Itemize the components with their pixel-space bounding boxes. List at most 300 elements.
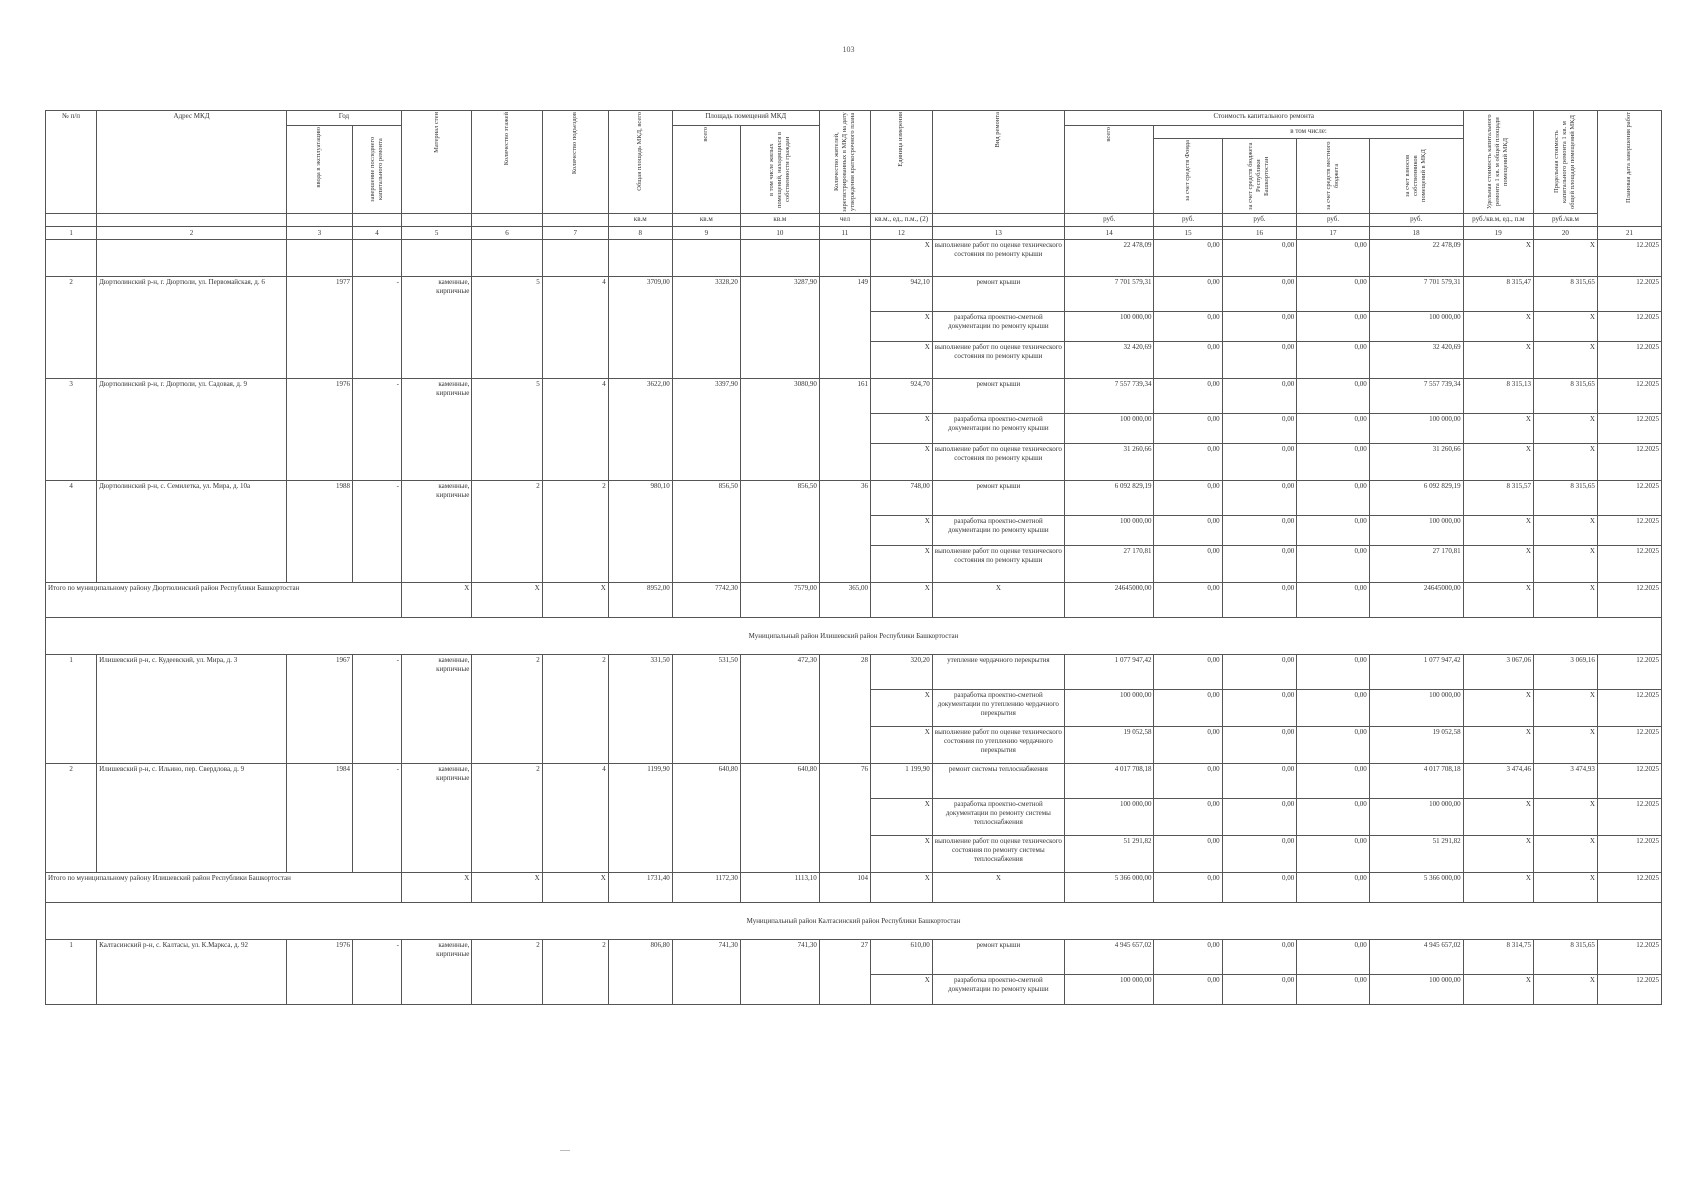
cell-max-cost: 8 315,65 — [1533, 277, 1597, 312]
col-num: 15 — [1154, 227, 1222, 240]
total-row — [46, 873, 1662, 903]
cell-budget: 0,00 — [1222, 277, 1297, 312]
hdr-fund: за счет средств Фонда — [1184, 140, 1192, 202]
hdr-floors: Количество этажей — [503, 112, 511, 166]
cell-fund: 0,00 — [1154, 342, 1222, 379]
cell-max-cost: X — [1533, 516, 1597, 546]
cell-date: 12.2025 — [1597, 312, 1661, 342]
cell-wall: каменные, кирпичные — [402, 481, 472, 583]
total-label: Итого по муниципальному району Илишевский район Республики Башкортостан — [46, 873, 402, 903]
cell-budget: 0,00 — [1222, 799, 1297, 836]
cell-owners: 19 052,58 — [1369, 727, 1463, 764]
cell-fund: 0,00 — [1154, 975, 1222, 1005]
cell-x: X — [870, 873, 932, 903]
col-num: 20 — [1533, 227, 1597, 240]
col-num: 1 — [46, 227, 97, 240]
col-num: 9 — [672, 227, 740, 240]
cell-entrances: 4 — [542, 764, 608, 873]
cell-address: Дюртюлинский р-н, г. Дюртюли, ул. Садовая, д. 9 — [97, 379, 287, 481]
cell-work: разработка проектно-сметной документации по ремонту крыши — [932, 312, 1064, 342]
cell-total: 100 000,00 — [1064, 414, 1154, 444]
cell-unit: 610,00 — [870, 940, 932, 975]
cell-local: 0,00 — [1297, 727, 1369, 764]
cell-owners: 1 077 947,42 — [1369, 655, 1463, 690]
cell-unit: 924,70 — [870, 379, 932, 414]
cell-budget: 0,00 — [1222, 655, 1297, 690]
cell-budget: 0,00 — [1222, 940, 1297, 975]
cell-total: 7 701 579,31 — [1064, 277, 1154, 312]
cell-total: 6 092 829,19 — [1064, 481, 1154, 516]
col-num: 2 — [97, 227, 287, 240]
hdr-entrances: Количество подъездов — [571, 112, 579, 175]
cell-owners: 100 000,00 — [1369, 690, 1463, 727]
cell-date: 12.2025 — [1597, 836, 1661, 873]
unit-19: руб./кв.м, ед., п.м — [1463, 214, 1533, 227]
cell-total: 100 000,00 — [1064, 799, 1154, 836]
hdr-num: № п/п — [46, 111, 97, 214]
cell-area-all: 531,50 — [672, 655, 740, 764]
cell-fund: 0,00 — [1154, 240, 1222, 277]
cell-residents: 28 — [819, 655, 870, 764]
hdr-owners: за счет взносов собственников помещений в МКД — [1404, 149, 1428, 203]
cell-work: разработка проектно-сметной документации по ремонту крыши — [932, 516, 1064, 546]
hdr-unit-cost: Удельная стоимость капитального ремонта 1 кв. м общей площади помещений МКД — [1486, 114, 1510, 210]
cell-date: 12.2025 — [1597, 342, 1661, 379]
cell-wall: каменные, кирпичные — [402, 277, 472, 379]
table-row — [46, 764, 1662, 799]
cell-x: X — [870, 444, 932, 481]
cell-address: Илишевский р-н, с. Кудеевский, ул. Мира, д. 3 — [97, 655, 287, 764]
cell-wall: каменные, кирпичные — [402, 764, 472, 873]
cell-work: выполнение работ по оценке технического состояния по ремонту крыши — [932, 240, 1064, 277]
cell-budget: 0,00 — [1222, 481, 1297, 516]
cell-unit-cost: 8 314,75 — [1463, 940, 1533, 975]
cell-year: 1984 — [286, 764, 352, 873]
cell-fund: 0,00 — [1154, 546, 1222, 583]
cell-work: разработка проектно-сметной документации по ремонту крыши — [932, 414, 1064, 444]
cell-residents: 149 — [819, 277, 870, 379]
cell-area: 980,10 — [608, 481, 672, 583]
cell-date: 12.2025 — [1597, 940, 1661, 975]
cell-num: 1 — [46, 940, 97, 1005]
cell-last-repair: - — [352, 655, 401, 764]
cell-unit-cost: X — [1463, 836, 1533, 873]
cell-x: X — [472, 583, 542, 618]
cell-unit: 942,10 — [870, 277, 932, 312]
cell-budget: 0,00 — [1222, 342, 1297, 379]
section-row — [46, 618, 1662, 655]
cell-area-private: 1113,10 — [740, 873, 819, 903]
cell-work: выполнение работ по оценке технического состояния по ремонту крыши — [932, 444, 1064, 481]
cell-address: Калтасинский р-н, с. Калтасы, ул. К.Маркса, д. 92 — [97, 940, 287, 1005]
cell-local: 0,00 — [1297, 799, 1369, 836]
cell-area-private: 741,30 — [740, 940, 819, 1005]
cell-unit-cost: X — [1463, 516, 1533, 546]
cell-area: 3709,00 — [608, 277, 672, 379]
cell-total: 5 366 000,00 — [1064, 873, 1154, 903]
cell-x: X — [870, 414, 932, 444]
cell-fund: 0,00 — [1154, 481, 1222, 516]
cell-date: 12.2025 — [1597, 975, 1661, 1005]
cell-max-cost: X — [1533, 312, 1597, 342]
unit-18: руб. — [1369, 214, 1463, 227]
cell-num: 2 — [46, 764, 97, 873]
cell-work: ремонт крыши — [932, 277, 1064, 312]
cell-local: 0,00 — [1297, 873, 1369, 903]
hdr-cost-total: всего — [1105, 127, 1113, 142]
hdr-year-group: Год — [286, 111, 401, 126]
cell-budget: 0,00 — [1222, 414, 1297, 444]
cell-unit-cost: X — [1463, 799, 1533, 836]
cell-area: 1731,40 — [608, 873, 672, 903]
hdr-area-private: в том числе жилых помещений, находящихся в собственности граждан — [767, 131, 791, 208]
cell-work: выполнение работ по оценке технического состояния по утеплению чердачного перекрытия — [932, 727, 1064, 764]
cell-area: 3622,00 — [608, 379, 672, 481]
hdr-year-built: ввода в эксплуатацию — [315, 127, 323, 188]
cell-local: 0,00 — [1297, 690, 1369, 727]
cell-local: 0,00 — [1297, 414, 1369, 444]
cell-owners: 7 701 579,31 — [1369, 277, 1463, 312]
cell-budget: 0,00 — [1222, 727, 1297, 764]
hdr-work-type: Вид ремонта — [994, 112, 1002, 148]
section-row — [46, 903, 1662, 940]
cell-owners: 27 170,81 — [1369, 546, 1463, 583]
cell-total: 4 945 657,02 — [1064, 940, 1154, 975]
cell-x: X — [870, 546, 932, 583]
cell-x: X — [870, 240, 932, 277]
cell-max-cost: X — [1533, 583, 1597, 618]
cell-max-cost: X — [1533, 873, 1597, 903]
cell-owners: 100 000,00 — [1369, 516, 1463, 546]
unit-16: руб. — [1222, 214, 1297, 227]
cell-budget: 0,00 — [1222, 873, 1297, 903]
cell-residents: 27 — [819, 940, 870, 1005]
cell-unit: 320,20 — [870, 655, 932, 690]
cell-max-cost: 3 069,16 — [1533, 655, 1597, 690]
cell-floors: 2 — [472, 764, 542, 873]
cell-work: утепление чердачного перекрытия — [932, 655, 1064, 690]
cell-unit-cost: 8 315,57 — [1463, 481, 1533, 516]
table-row — [46, 481, 1662, 516]
cell-owners: 51 291,82 — [1369, 836, 1463, 873]
col-num: 4 — [352, 227, 401, 240]
cell-date: 12.2025 — [1597, 379, 1661, 414]
cell-total: 100 000,00 — [1064, 975, 1154, 1005]
cell-local: 0,00 — [1297, 444, 1369, 481]
col-num: 13 — [932, 227, 1064, 240]
cell-area-all: 640,80 — [672, 764, 740, 873]
cell-fund: 0,00 — [1154, 836, 1222, 873]
cell-floors: 2 — [472, 481, 542, 583]
col-num: 14 — [1064, 227, 1154, 240]
unit-9: кв.м — [672, 214, 740, 227]
cell-date: 12.2025 — [1597, 481, 1661, 516]
cell-unit: 748,00 — [870, 481, 932, 516]
hdr-total-area: Общая площадь МКД, всего — [636, 112, 644, 191]
cell-fund: 0,00 — [1154, 727, 1222, 764]
cell-unit-cost: X — [1463, 690, 1533, 727]
hdr-unit: Единица измерения — [897, 112, 905, 167]
col-num: 16 — [1222, 227, 1297, 240]
cell-total: 51 291,82 — [1064, 836, 1154, 873]
cell-fund: 0,00 — [1154, 312, 1222, 342]
cell-unit-cost: X — [1463, 444, 1533, 481]
cell-local: 0,00 — [1297, 975, 1369, 1005]
unit-15: руб. — [1154, 214, 1222, 227]
cell-area: 1199,90 — [608, 764, 672, 873]
cell-year: 1977 — [286, 277, 352, 379]
cell-total: 32 420,69 — [1064, 342, 1154, 379]
cell-local: 0,00 — [1297, 342, 1369, 379]
cell-max-cost: X — [1533, 975, 1597, 1005]
cell-wall: каменные, кирпичные — [402, 940, 472, 1005]
cell-wall: каменные, кирпичные — [402, 655, 472, 764]
cell-address: Дюртюлинский р-н, г. Дюртюли, ул. Первомайская, д. 6 — [97, 277, 287, 379]
cell-date: 12.2025 — [1597, 444, 1661, 481]
cell-budget: 0,00 — [1222, 312, 1297, 342]
cell-x: X — [870, 516, 932, 546]
cell-owners: 100 000,00 — [1369, 312, 1463, 342]
cell-entrances: 2 — [542, 481, 608, 583]
unit-14: руб. — [1064, 214, 1154, 227]
cell-max-cost: X — [1533, 414, 1597, 444]
cell-last-repair: - — [352, 277, 401, 379]
cell-max-cost: X — [1533, 240, 1597, 277]
hdr-date: Плановая дата завершения работ — [1625, 112, 1633, 204]
cell-max-cost: X — [1533, 690, 1597, 727]
cell-owners: 5 366 000,00 — [1369, 873, 1463, 903]
cell-area-all: 856,50 — [672, 481, 740, 583]
cell-num: 4 — [46, 481, 97, 583]
col-num: 6 — [472, 227, 542, 240]
col-num: 3 — [286, 227, 352, 240]
cell-max-cost: 8 315,65 — [1533, 481, 1597, 516]
cell-unit-cost: X — [1463, 873, 1533, 903]
cell-unit-cost: X — [1463, 240, 1533, 277]
cell-date: 12.2025 — [1597, 240, 1661, 277]
cell-area-private: 640,80 — [740, 764, 819, 873]
col-num: 21 — [1597, 227, 1661, 240]
cell-total: 19 052,58 — [1064, 727, 1154, 764]
cell-fund: 0,00 — [1154, 940, 1222, 975]
cell-floors: 2 — [472, 655, 542, 764]
hdr-area-group: Площадь помещений МКД — [672, 111, 819, 126]
cell-x: X — [870, 799, 932, 836]
cell-max-cost: X — [1533, 727, 1597, 764]
cell-unit-cost: X — [1463, 414, 1533, 444]
cell-max-cost: X — [1533, 444, 1597, 481]
cell-work: разработка проектно-сметной документации по утеплению чердачного перекрытия — [932, 690, 1064, 727]
cell-residents: 36 — [819, 481, 870, 583]
col-num: 11 — [819, 227, 870, 240]
cell-fund: 0,00 — [1154, 873, 1222, 903]
cell-unit-cost: X — [1463, 975, 1533, 1005]
cell-work: ремонт крыши — [932, 940, 1064, 975]
cell-date: 12.2025 — [1597, 799, 1661, 836]
cell-area-private: 3080,90 — [740, 379, 819, 481]
cell-floors: 5 — [472, 277, 542, 379]
scan-mark — [560, 1150, 570, 1151]
cell-date: 12.2025 — [1597, 655, 1661, 690]
cell-unit-cost: 3 067,06 — [1463, 655, 1533, 690]
col-num: 18 — [1369, 227, 1463, 240]
capital-repair-table — [45, 110, 1662, 1005]
cell-date: 12.2025 — [1597, 690, 1661, 727]
cell-date: 12.2025 — [1597, 583, 1661, 618]
unit-11: чел — [819, 214, 870, 227]
cell-work: ремонт крыши — [932, 481, 1064, 516]
cell-residents: 104 — [819, 873, 870, 903]
cell-local: 0,00 — [1297, 836, 1369, 873]
cell-owners: 22 478,09 — [1369, 240, 1463, 277]
cell-year: 1967 — [286, 655, 352, 764]
cell-area-all: 7742,30 — [672, 583, 740, 618]
cell-area-all: 1172,30 — [672, 873, 740, 903]
cell-unit-cost: 8 315,47 — [1463, 277, 1533, 312]
cell-area: 8952,00 — [608, 583, 672, 618]
cell-total: 31 260,66 — [1064, 444, 1154, 481]
cell-x: X — [402, 873, 472, 903]
cell-entrances: 4 — [542, 277, 608, 379]
cell-date: 12.2025 — [1597, 414, 1661, 444]
cell-x: X — [932, 873, 1064, 903]
cell-local: 0,00 — [1297, 481, 1369, 516]
cell-unit-cost: 8 315,13 — [1463, 379, 1533, 414]
unit-10: кв.м — [740, 214, 819, 227]
col-num: 5 — [402, 227, 472, 240]
section-title: Муниципальный район Калтасинский район Республики Башкортостан — [46, 903, 1662, 940]
cell-num: 3 — [46, 379, 97, 481]
cell-last-repair: - — [352, 940, 401, 1005]
unit-12: кв.м., ед., п.м., (2) — [870, 214, 932, 227]
cell-fund: 0,00 — [1154, 799, 1222, 836]
cell-date: 12.2025 — [1597, 727, 1661, 764]
table-row — [46, 277, 1662, 312]
cell-budget: 0,00 — [1222, 690, 1297, 727]
cell-date: 12.2025 — [1597, 764, 1661, 799]
cell-area-private: 856,50 — [740, 481, 819, 583]
cell-date: 12.2025 — [1597, 277, 1661, 312]
cell-x: X — [870, 727, 932, 764]
cell-year: 1976 — [286, 379, 352, 481]
cell-area-private: 3287,90 — [740, 277, 819, 379]
cell-budget: 0,00 — [1222, 836, 1297, 873]
unit-8: кв.м — [608, 214, 672, 227]
cell-area-all: 3328,20 — [672, 277, 740, 379]
cell-num: 2 — [46, 277, 97, 379]
cell-last-repair: - — [352, 379, 401, 481]
cell-budget: 0,00 — [1222, 583, 1297, 618]
cell-work: разработка проектно-сметной документации по ремонту системы теплоснабжения — [932, 799, 1064, 836]
cell-fund: 0,00 — [1154, 583, 1222, 618]
cell-last-repair: - — [352, 764, 401, 873]
cell-residents: 365,00 — [819, 583, 870, 618]
cell-date: 12.2025 — [1597, 873, 1661, 903]
total-label: Итого по муниципальному району Дюртюлинский район Республики Башкортостан — [46, 583, 402, 618]
cell-unit-cost: X — [1463, 583, 1533, 618]
hdr-last-repair: завершение последнего капитального ремонта — [368, 136, 384, 203]
cell-total: 7 557 739,34 — [1064, 379, 1154, 414]
cell-total: 22 478,09 — [1064, 240, 1154, 277]
cell-work: ремонт крыши — [932, 379, 1064, 414]
cell-owners: 6 092 829,19 — [1369, 481, 1463, 516]
cell-fund: 0,00 — [1154, 277, 1222, 312]
cell-total: 100 000,00 — [1064, 690, 1154, 727]
cell-fund: 0,00 — [1154, 414, 1222, 444]
cell-max-cost: 8 315,65 — [1533, 379, 1597, 414]
hdr-incl: в том числе: — [1154, 126, 1463, 139]
cell-unit-cost: X — [1463, 342, 1533, 379]
cell-total: 100 000,00 — [1064, 516, 1154, 546]
cell-budget: 0,00 — [1222, 444, 1297, 481]
cell-x: X — [870, 342, 932, 379]
cell-work: разработка проектно-сметной документации по ремонту крыши — [932, 975, 1064, 1005]
cell-x: X — [542, 873, 608, 903]
cell-unit-cost: X — [1463, 546, 1533, 583]
unit-20: руб./кв.м — [1533, 214, 1597, 227]
unit-17: руб. — [1297, 214, 1369, 227]
cell-budget: 0,00 — [1222, 546, 1297, 583]
cell-max-cost: X — [1533, 342, 1597, 379]
table-row — [46, 655, 1662, 690]
cell-owners: 4 945 657,02 — [1369, 940, 1463, 975]
cell-local: 0,00 — [1297, 379, 1369, 414]
cell-x: X — [870, 836, 932, 873]
hdr-local-budget: за счет средств местного бюджета — [1325, 141, 1341, 211]
cell-total: 4 017 708,18 — [1064, 764, 1154, 799]
cell-budget: 0,00 — [1222, 240, 1297, 277]
cell-date: 12.2025 — [1597, 516, 1661, 546]
cell-unit-cost: 3 474,46 — [1463, 764, 1533, 799]
cell-local: 0,00 — [1297, 764, 1369, 799]
cell-x: X — [472, 873, 542, 903]
hdr-cost-group: Стоимость капитального ремонта — [1064, 111, 1463, 126]
cell-work: ремонт системы теплоснабжения — [932, 764, 1064, 799]
cell-max-cost: 8 315,65 — [1533, 940, 1597, 975]
total-row — [46, 583, 1662, 618]
cell-floors: 2 — [472, 940, 542, 1005]
cell-owners: 7 557 739,34 — [1369, 379, 1463, 414]
cell-area-private: 7579,00 — [740, 583, 819, 618]
hdr-address: Адрес МКД — [97, 111, 287, 214]
cell-x: X — [870, 312, 932, 342]
column-numbers-row — [46, 227, 1662, 240]
cell-address: Дюртюлинский р-н, с. Семилетка, ул. Мира, д. 10а — [97, 481, 287, 583]
cell-budget: 0,00 — [1222, 516, 1297, 546]
section-title: Муниципальный район Илишевский район Республики Башкортостан — [46, 618, 1662, 655]
cell-total: 1 077 947,42 — [1064, 655, 1154, 690]
cell-owners: 32 420,69 — [1369, 342, 1463, 379]
cell-total: 27 170,81 — [1064, 546, 1154, 583]
cell-unit: 1 199,90 — [870, 764, 932, 799]
cell-owners: 100 000,00 — [1369, 414, 1463, 444]
cell-local: 0,00 — [1297, 516, 1369, 546]
cell-budget: 0,00 — [1222, 379, 1297, 414]
cell-local: 0,00 — [1297, 312, 1369, 342]
cell-work: выполнение работ по оценке технического состояния по ремонту системы теплоснабжения — [932, 836, 1064, 873]
cell-owners: 4 017 708,18 — [1369, 764, 1463, 799]
cell-entrances: 4 — [542, 379, 608, 481]
cell-local: 0,00 — [1297, 940, 1369, 975]
hdr-max-cost: Предельная стоимость капитального ремонта 1 кв. м общей площади помещений МКД — [1553, 115, 1577, 209]
cell-wall: каменные, кирпичные — [402, 379, 472, 481]
col-num: 17 — [1297, 227, 1369, 240]
cell-last-repair: - — [352, 481, 401, 583]
cell-x: X — [542, 583, 608, 618]
cell-area: 806,80 — [608, 940, 672, 1005]
cell-address: Илишевский р-н, с. Ильино, пер. Свердлова, д. 9 — [97, 764, 287, 873]
cell-entrances: 2 — [542, 940, 608, 1005]
